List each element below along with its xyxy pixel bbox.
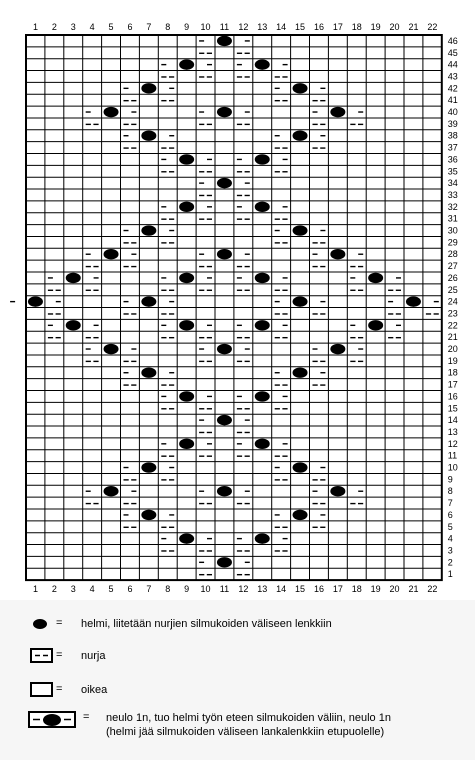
legend-label-bead-purl-2: (helmi jää silmukoiden väliseen lankalenkkiin etupuolelle) xyxy=(106,726,385,738)
column-number-bottom: 5 xyxy=(108,584,114,595)
purl-symbol-icon xyxy=(30,648,54,664)
bead-icon xyxy=(368,273,383,283)
column-number-top: 19 xyxy=(370,22,381,32)
row-number: 39 xyxy=(447,118,458,129)
column-number-top: 20 xyxy=(389,22,400,32)
row-number: 20 xyxy=(447,344,458,355)
legend-label-bead-purl-1: neulo 1n, tuo helmi työn eteen silmukoiden väliin, neulo 1n xyxy=(106,712,391,724)
bead-icon xyxy=(141,83,156,93)
row-number: 43 xyxy=(447,71,458,82)
bead-icon xyxy=(255,439,270,449)
column-number-bottom: 11 xyxy=(219,584,230,595)
row-number: 1 xyxy=(447,569,453,580)
row-number: 33 xyxy=(447,189,458,200)
bead-icon xyxy=(293,368,308,378)
row-number: 9 xyxy=(447,474,453,485)
row-number: 11 xyxy=(447,450,458,461)
legend-equals: = xyxy=(56,617,63,629)
row-number: 34 xyxy=(447,178,458,189)
row-number: 15 xyxy=(447,403,458,414)
row-number: 27 xyxy=(447,261,458,272)
column-number-top: 2 xyxy=(51,22,57,32)
bead-icon xyxy=(179,391,194,401)
row-number: 13 xyxy=(447,426,458,437)
bead-icon xyxy=(141,296,156,306)
row-number: 40 xyxy=(447,107,458,118)
row-number: 2 xyxy=(447,557,453,568)
legend-item-bead-purl xyxy=(0,708,475,748)
bead-icon xyxy=(217,249,232,259)
bead-icon xyxy=(330,486,345,496)
row-number: 19 xyxy=(447,355,458,366)
column-number-top: 13 xyxy=(257,22,268,32)
bead-icon xyxy=(179,202,194,212)
legend-item-knit xyxy=(0,680,475,700)
bead-icon xyxy=(255,273,270,283)
bead-icon xyxy=(217,415,232,425)
row-number: 28 xyxy=(447,249,458,260)
column-number-top: 17 xyxy=(332,22,343,32)
bead-icon xyxy=(66,273,81,283)
bead-icon xyxy=(368,320,383,330)
legend-item-purl xyxy=(0,646,475,666)
column-number-top: 16 xyxy=(313,22,324,32)
row-number: 46 xyxy=(447,35,458,46)
legend-equals: = xyxy=(83,711,90,723)
column-number-bottom: 10 xyxy=(200,584,211,595)
column-number-bottom: 7 xyxy=(146,584,152,595)
row-number: 7 xyxy=(447,498,453,509)
bead-icon xyxy=(255,533,270,543)
column-number-top: 12 xyxy=(238,22,249,32)
knit-symbol-icon xyxy=(30,682,54,698)
column-number-top: 3 xyxy=(70,22,76,32)
row-number: 35 xyxy=(447,166,458,177)
column-number-bottom: 4 xyxy=(89,584,95,595)
row-number: 25 xyxy=(447,284,458,295)
column-number-bottom: 21 xyxy=(408,584,419,595)
bead-icon xyxy=(217,178,232,188)
row-number: 12 xyxy=(447,438,458,449)
column-number-bottom: 20 xyxy=(389,584,400,595)
row-number: 3 xyxy=(447,545,453,556)
column-number-top: 15 xyxy=(295,22,306,32)
row-number: 32 xyxy=(447,201,458,212)
legend xyxy=(0,600,475,760)
bead-icon xyxy=(330,344,345,354)
column-number-top: 6 xyxy=(127,22,133,32)
column-number-top: 11 xyxy=(219,22,230,32)
legend-equals: = xyxy=(56,649,63,661)
column-number-bottom: 12 xyxy=(238,584,249,595)
row-number: 36 xyxy=(447,154,458,165)
row-number: 10 xyxy=(447,462,458,473)
row-number: 6 xyxy=(447,509,453,520)
bead-icon xyxy=(104,249,119,259)
bead-icon xyxy=(141,131,156,141)
bead-icon xyxy=(104,107,119,117)
column-number-bottom: 2 xyxy=(51,584,57,595)
bead-icon xyxy=(406,296,421,306)
bead-icon xyxy=(179,59,194,69)
bead-icon xyxy=(293,83,308,93)
bead-icon xyxy=(141,462,156,472)
column-number-bottom: 1 xyxy=(32,584,38,595)
column-number-bottom: 19 xyxy=(370,584,381,595)
bead-icon xyxy=(104,486,119,496)
bead-icon xyxy=(179,439,194,449)
column-number-top: 9 xyxy=(184,22,190,32)
bead-icon xyxy=(293,510,308,520)
bead-icon xyxy=(255,154,270,164)
column-number-top: 10 xyxy=(200,22,211,32)
row-number: 4 xyxy=(447,533,453,544)
bead-icon xyxy=(66,320,81,330)
row-number: 37 xyxy=(447,142,458,153)
row-number: 31 xyxy=(447,213,458,224)
column-number-top: 7 xyxy=(146,22,152,32)
row-number: 23 xyxy=(447,308,458,319)
bead-icon xyxy=(217,557,232,567)
row-number: 16 xyxy=(447,391,458,402)
bead-icon xyxy=(255,391,270,401)
column-number-bottom: 17 xyxy=(332,584,343,595)
row-number: 8 xyxy=(447,486,453,497)
row-number: 41 xyxy=(447,95,458,106)
bead-icon xyxy=(330,107,345,117)
row-number: 42 xyxy=(447,83,458,94)
column-number-bottom: 8 xyxy=(165,584,171,595)
bead-icon xyxy=(217,486,232,496)
bead-icon xyxy=(179,273,194,283)
column-number-bottom: 6 xyxy=(127,584,133,595)
row-number: 18 xyxy=(447,367,458,378)
column-number-top: 1 xyxy=(32,22,38,32)
column-number-top: 22 xyxy=(427,22,438,32)
row-number: 44 xyxy=(447,59,458,70)
bead-icon xyxy=(179,533,194,543)
row-number: 22 xyxy=(447,320,458,331)
bead-icon xyxy=(217,344,232,354)
bead-icon xyxy=(255,59,270,69)
column-number-bottom: 3 xyxy=(70,584,76,595)
bead-icon xyxy=(293,131,308,141)
column-number-top: 21 xyxy=(408,22,419,32)
legend-label-bead: helmi, liitetään nurjien silmukoiden väliseen lenkkiin xyxy=(81,618,332,630)
row-number: 30 xyxy=(447,225,458,236)
bead-icon xyxy=(28,296,43,306)
row-number: 29 xyxy=(447,237,458,248)
column-number-bottom: 15 xyxy=(295,584,306,595)
legend-label-knit: oikea xyxy=(81,684,108,696)
row-number: 24 xyxy=(447,296,458,307)
bead-icon xyxy=(141,225,156,235)
row-number: 21 xyxy=(447,332,458,343)
column-number-bottom: 14 xyxy=(276,584,287,595)
bead-icon xyxy=(104,344,119,354)
bead-icon xyxy=(293,225,308,235)
column-number-bottom: 16 xyxy=(313,584,324,595)
legend-equals: = xyxy=(56,683,63,695)
bead-icon xyxy=(179,154,194,164)
bead-icon xyxy=(141,368,156,378)
row-number: 26 xyxy=(447,272,458,283)
bead-icon xyxy=(293,462,308,472)
column-number-top: 18 xyxy=(351,22,362,32)
column-number-top: 4 xyxy=(89,22,95,32)
column-number-top: 14 xyxy=(276,22,287,32)
column-number-top: 8 xyxy=(165,22,171,32)
column-number-bottom: 18 xyxy=(351,584,362,595)
row-number: 17 xyxy=(447,379,458,390)
column-number-bottom: 22 xyxy=(427,584,438,595)
bead-icon xyxy=(255,202,270,212)
column-number-bottom: 13 xyxy=(257,584,268,595)
column-number-bottom: 9 xyxy=(184,584,190,595)
bead-icon xyxy=(179,320,194,330)
row-number: 14 xyxy=(447,415,458,426)
bead-icon xyxy=(330,249,345,259)
legend-item-bead xyxy=(0,614,475,634)
bead-icon xyxy=(293,296,308,306)
bead-icon xyxy=(141,510,156,520)
bead-icon xyxy=(217,107,232,117)
row-number: 45 xyxy=(447,47,458,58)
bead-icon xyxy=(32,618,48,630)
bead-icon xyxy=(255,320,270,330)
row-number: 5 xyxy=(447,521,453,532)
column-number-top: 5 xyxy=(108,22,114,32)
row-number: 38 xyxy=(447,130,458,141)
bead-between-purls-icon xyxy=(28,710,80,730)
bead-icon xyxy=(217,36,232,46)
legend-label-purl: nurja xyxy=(81,650,106,662)
